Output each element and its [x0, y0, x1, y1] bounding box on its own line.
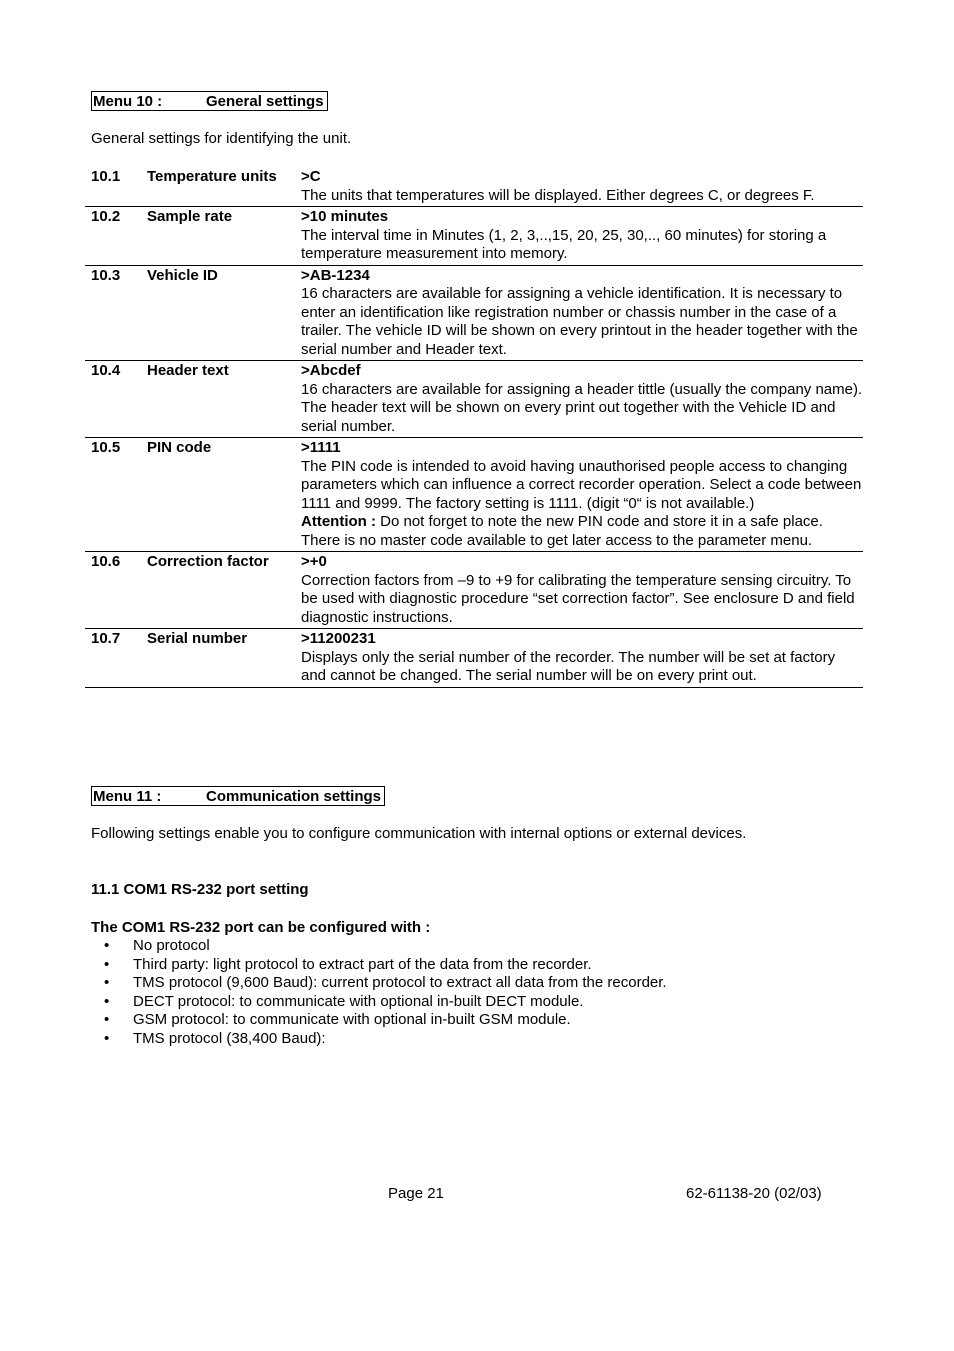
setting-row-10-7: [85, 629, 863, 688]
general-settings-table: [85, 168, 863, 688]
list-item: • TMS protocol (38,400 Baud):: [91, 1030, 667, 1049]
setting-label: Vehicle ID: [147, 265, 301, 361]
setting-description: The units that temperatures will be displayed. Either degrees C, or degrees F.: [301, 186, 815, 204]
setting-cell: [301, 168, 863, 207]
setting-value: >11200231: [301, 630, 376, 647]
menu-10-title: General settings: [206, 93, 324, 110]
setting-description: Correction factors from –9 to +9 for calibrating the temperature sensing circuitry. To be used with diagnostic procedure “set correction factor”. See enclosure D and field diagnostic instructions.: [301, 571, 855, 626]
setting-number: 10.6: [85, 552, 147, 629]
setting-label: Serial number: [147, 629, 301, 688]
setting-row-10-4: [85, 361, 863, 438]
setting-number: 10.2: [85, 207, 147, 266]
setting-value: >+0: [301, 553, 327, 570]
setting-label: Header text: [147, 361, 301, 438]
setting-description: The interval time in Minutes (1, 2, 3,..,15, 20, 25, 30,.., 60 minutes) for storing a temperature measurement into memory.: [301, 226, 827, 262]
setting-label: Sample rate: [147, 207, 301, 266]
setting-cell: [301, 629, 863, 688]
setting-value: >1111: [301, 439, 341, 456]
setting-value: >Abcdef: [301, 362, 361, 379]
setting-description: 16 characters are available for assigning a header tittle (usually the company name). The header text will be shown on every print out together with the Vehicle ID and serial number.: [301, 380, 863, 435]
setting-number: 10.7: [85, 629, 147, 688]
setting-cell: [301, 552, 863, 629]
menu-11-number: Menu 11 :: [93, 788, 162, 805]
setting-row-10-1: [85, 168, 863, 207]
setting-row-10-2: [85, 207, 863, 266]
section-heading-11-1: 11.1 COM1 RS-232 port setting: [91, 881, 309, 898]
setting-cell: [301, 265, 863, 361]
setting-cell: [301, 207, 863, 266]
menu-10-title-box: [91, 91, 328, 111]
setting-description: 16 characters are available for assigning a vehicle identification. It is necessary to enter an identification like registration number or chassis number in the case of a trailer. The vehicle ID will be shown on every printout in the header together with the serial number and Header text.: [301, 285, 858, 358]
list-item: • TMS protocol (9,600 Baud): current protocol to extract all data from the recorder.: [91, 974, 667, 993]
menu-10-intro: General settings for identifying the unit.: [91, 130, 352, 147]
protocol-list: [91, 937, 667, 1048]
setting-description: The PIN code is intended to avoid having unauthorised people access to changing parameters which can influence a correct recorder operation. Select a code between 1111 and 9999. The factory setting is 1111. (digit “0“ is not available.): [301, 457, 862, 512]
menu-11-intro: Following settings enable you to configure communication with internal options or external devices.: [91, 825, 747, 842]
setting-label: Temperature units: [147, 168, 301, 207]
setting-number: 10.1: [85, 168, 147, 207]
setting-number: 10.4: [85, 361, 147, 438]
page-number: Page 21: [388, 1185, 444, 1202]
setting-cell: [301, 438, 863, 552]
attention-note: [301, 513, 863, 550]
menu-10-number: Menu 10 :: [93, 93, 163, 110]
setting-number: 10.5: [85, 438, 147, 552]
attention-text: Do not forget to note the new PIN code and store it in a safe place. There is no master code available to get later access to the parameter menu.: [301, 513, 823, 549]
setting-description: Displays only the serial number of the recorder. The number will be set at factory and cannot be changed. The serial number will be on every print out.: [301, 648, 836, 684]
protocol-list-heading: The COM1 RS-232 port can be configured with :: [91, 919, 431, 936]
list-item: • GSM protocol: to communicate with optional in-built GSM module.: [91, 1011, 667, 1030]
setting-number: 10.3: [85, 265, 147, 361]
setting-value: >C: [301, 168, 321, 185]
setting-label: PIN code: [147, 438, 301, 552]
document-reference: 62-61138-20 (02/03): [686, 1185, 822, 1202]
setting-cell: [301, 361, 863, 438]
list-item: • DECT protocol: to communicate with optional in-built DECT module.: [91, 993, 667, 1012]
setting-row-10-3: [85, 265, 863, 361]
menu-11-title: Communication settings: [206, 788, 382, 805]
menu-11-title-box: [91, 786, 385, 806]
attention-label: Attention :: [301, 513, 376, 530]
setting-row-10-5: [85, 438, 863, 552]
setting-value: >10 minutes: [301, 208, 389, 225]
setting-label: Correction factor: [147, 552, 301, 629]
setting-row-10-6: [85, 552, 863, 629]
list-item: • Third party: light protocol to extract part of the data from the recorder.: [91, 956, 667, 975]
list-item: • No protocol: [91, 937, 667, 956]
setting-value: >AB-1234: [301, 266, 370, 284]
